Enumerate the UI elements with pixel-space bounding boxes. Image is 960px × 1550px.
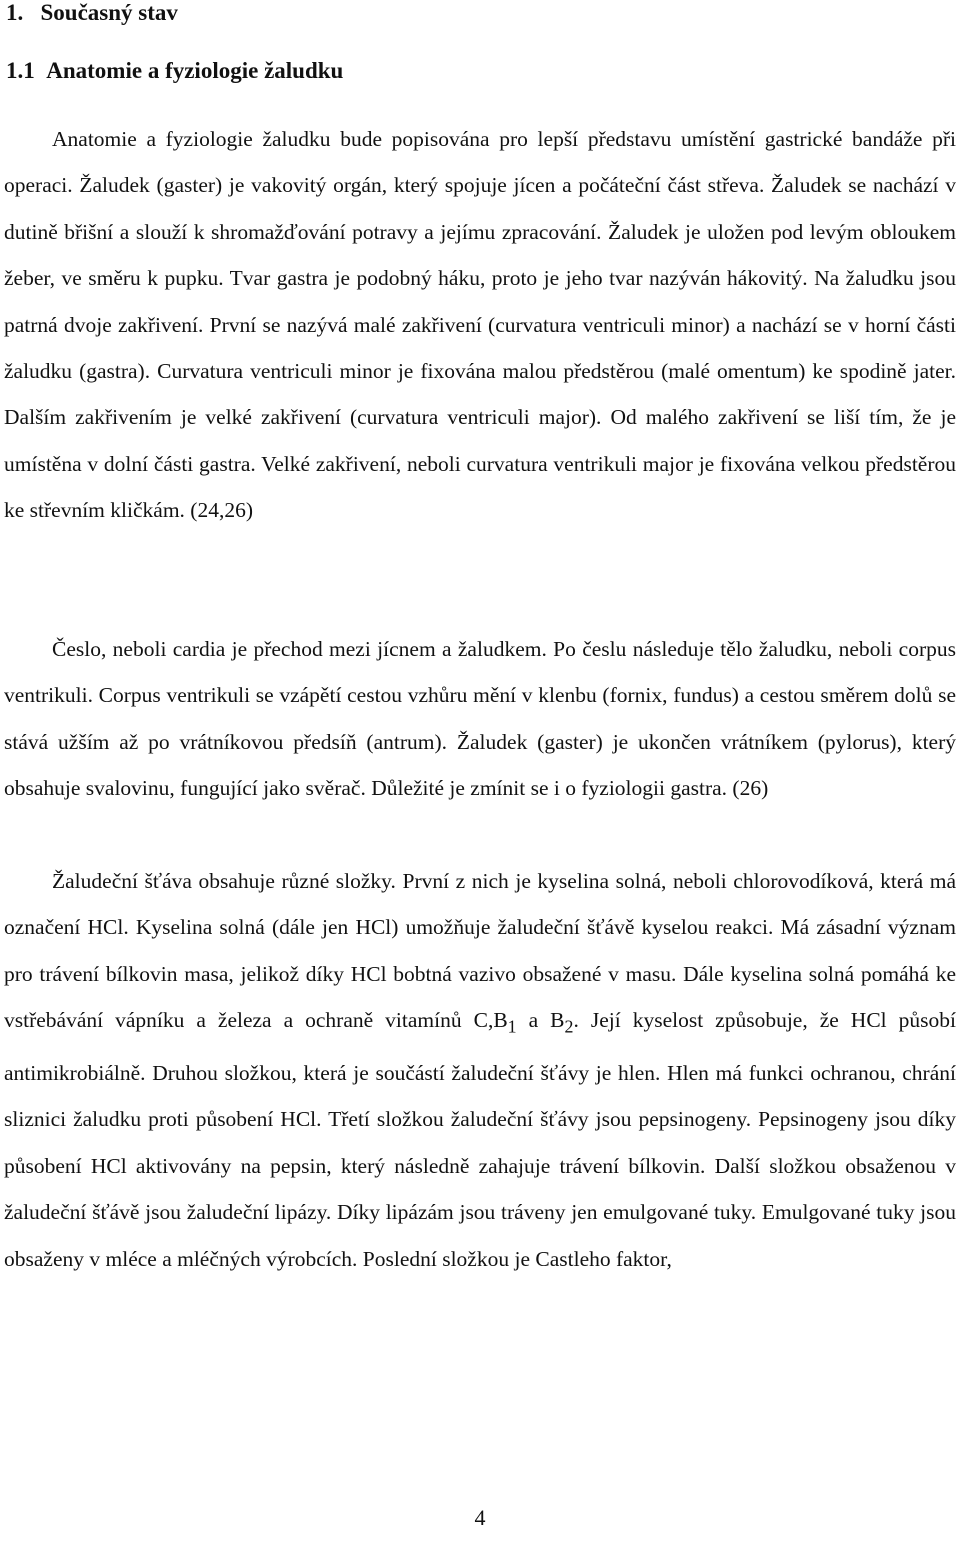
- section-number: 1.1: [6, 58, 35, 83]
- paragraph-gastric-juice-part1: Žaludeční šťáva obsahuje různé složky. První z nich je kyselina solná, neboli chlorovodíková, která má označení HCl. Kyselina solná (dále jen HCl) umožňuje žaludeční šťávě kyselou reakci. Má zásadní význam pro trávení bílkovin masa, jelikož díky HCl bobtná vazivo obsažené v masu. Dále kyselina solná pomáhá ke vstřebávání vápníku a železa a ochraně vitamínů C,B: [4, 869, 956, 1033]
- paragraph-gastric-juice: [4, 858, 956, 1282]
- subscript-1: 1: [507, 1016, 517, 1037]
- section-heading: [6, 56, 343, 86]
- chapter-heading: [6, 0, 178, 28]
- paragraph-cardia: Česlo, neboli cardia je přechod mezi jícnem a žaludkem. Po česlu následuje tělo žaludku, neboli corpus ventrikuli. Corpus ventrikuli se vzápětí cestou vzhůru mění v klenbu (fornix, fundus) a cestou směrem dolů se stává užším až po vrátníkovou předsíň (antrum). Žaludek (gaster) je ukončen vrátníkem (pylorus), který obsahuje svalovinu, fungující jako svěrač. Důležité je zmínit se i o fyziologii gastra. (26): [4, 637, 956, 801]
- chapter-title: Současný stav: [40, 0, 178, 25]
- paragraph-anatomy: Anatomie a fyziologie žaludku bude popisována pro lepší představu umístění gastrické bandáže při operaci. Žaludek (gaster) je vakovitý orgán, který spojuje jícen a počáteční část střeva. Žaludek se nachází v dutině břišní a slouží k shromažďování potravy a jejímu zpracování. Žaludek je uložen pod levým obloukem žeber, ve směru k pupku. Tvar gastra je podobný háku, proto je jeho tvar nazýván hákovitý. Na žaludku jsou patrná dvoje zakřivení. První se nazývá malé zakřivení (curvatura ventriculi minor) a nachází se v horní části žaludku (gastra). Curvatura ventriculi minor je fixována malou předstěrou (malé omentum) ke spodině jater. Dalším zakřivením je velké zakřivení (curvatura ventriculi major). Od malého zakřivení se liší tím, že je umístěna v dolní části gastra. Velké zakřivení, neboli curvatura ventrikuli major je fixována velkou předstěrou ke střevním kličkám. (24,26): [4, 127, 956, 523]
- chapter-number: 1.: [6, 0, 24, 25]
- subscript-2: 2: [564, 1016, 574, 1037]
- paragraph-gastric-juice-part3: . Její kyselost způsobuje, že HCl působí antimikrobiálně. Druhou složkou, která je součástí žaludeční šťávy je hlen. Hlen má funkci ochranou, chrání sliznici žaludku proti působení HCl. Třetí složkou žaludeční šťávy jsou pepsinogeny. Pepsinogeny jsou díky působení HCl aktivovány na pepsin, který následně zahajuje trávení bílkovin. Další složkou obsaženou v žaludeční šťávě jsou žaludeční lipázy. Díky lipázám jsou tráveny jen emulgované tuky. Emulgované tuky jsou obsaženy v mléce a mléčných výrobcích. Poslední složkou je Castleho faktor,: [4, 1008, 956, 1271]
- section-title: Anatomie a fyziologie žaludku: [46, 58, 344, 83]
- page-number: 4: [474, 1505, 486, 1530]
- paragraph-gastric-juice-part2: a B: [516, 1008, 565, 1033]
